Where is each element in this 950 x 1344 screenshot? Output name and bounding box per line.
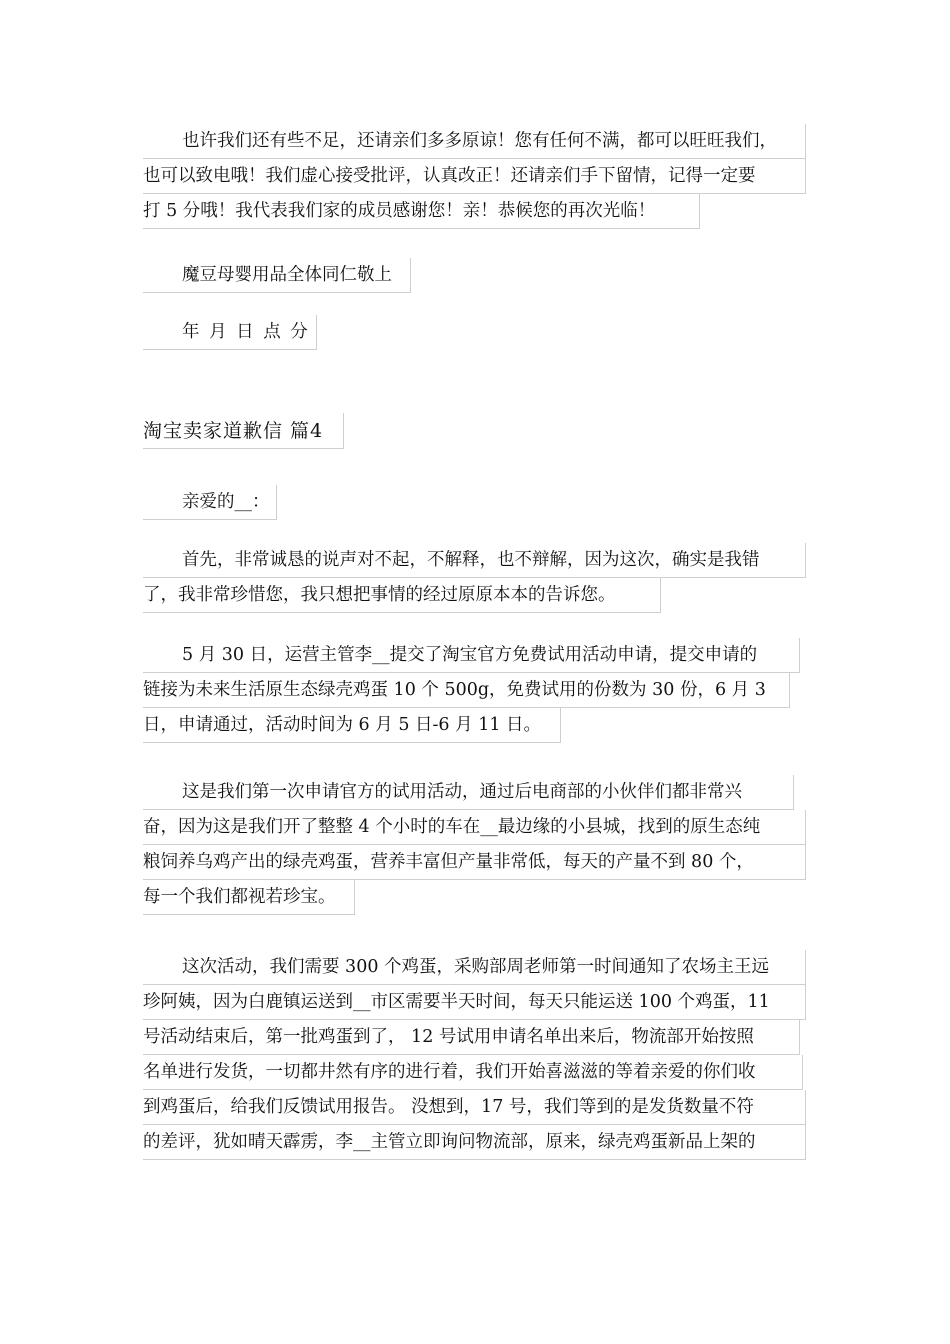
paragraph-event-timeline — [143, 638, 823, 743]
paragraph-product-story — [143, 775, 823, 915]
text-line: 也可以致电哦！我们虚心接受批评，认真改正！还请亲们手下留情，记得一定要 — [143, 159, 806, 194]
text-line: 打 5 分哦！我代表我们家的成员感谢您！亲！恭候您的再次光临！ — [143, 194, 700, 229]
date-line: 年 月 日 点 分 — [143, 315, 317, 350]
greeting-block — [143, 485, 823, 520]
text-line: 首先，非常诚恳的说声对不起，不解释，也不辩解，因为这次，确实是我错 — [143, 543, 806, 578]
text-line: 日，申请通过，活动时间为 6 月 5 日-6 月 11 日。 — [143, 708, 561, 743]
text-line: 每一个我们都视若珍宝。 — [143, 880, 355, 915]
text-line: 奋，因为这是我们开了整整 4 个小时的车在__最边缘的小县城，找到的原生态纯 — [143, 810, 806, 845]
text-line: 了，我非常珍惜您，我只想把事情的经过原原本本的告诉您。 — [143, 578, 661, 613]
text-line: 也许我们还有些不足，还请亲们多多原谅！您有任何不满，都可以旺旺我们， — [143, 124, 806, 159]
text-line: 粮饲养乌鸡产出的绿壳鸡蛋，营养丰富但产量非常低，每天的产量不到 80 个， — [143, 845, 806, 880]
text-line: 珍阿姨，因为白鹿镇运送到__市区需要半天时间，每天只能运送 100 个鸡蛋，11 — [143, 985, 806, 1020]
section-heading: 淘宝卖家道歉信 篇4 — [143, 413, 344, 449]
paragraph-apology — [143, 543, 823, 613]
date-block — [143, 315, 823, 350]
text-line: 到鸡蛋后，给我们反馈试用报告。 没想到，17 号，我们等到的是发货数量不符 — [143, 1090, 806, 1125]
signature-line: 魔豆母婴用品全体同仁敬上 — [143, 258, 411, 293]
text-line: 名单进行发货，一切都井然有序的进行着，我们开始喜滋滋的等着亲爱的你们收 — [143, 1055, 803, 1090]
paragraph-closing-apology — [143, 124, 823, 229]
text-line: 5 月 30 日，运营主管李__提交了淘宝官方免费试用活动申请，提交申请的 — [143, 638, 800, 673]
text-line: 这是我们第一次申请官方的试用活动，通过后电商部的小伙伴们都非常兴 — [143, 775, 794, 810]
text-line: 号活动结束后，第一批鸡蛋到了， 12 号试用申请名单出来后，物流部开始按照 — [143, 1020, 800, 1055]
text-line: 这次活动，我们需要 300 个鸡蛋，采购部周老师第一时间通知了农场主王远 — [143, 950, 806, 985]
greeting-line: 亲爱的__： — [143, 485, 277, 520]
text-line: 链接为未来生活原生态绿壳鸡蛋 10 个 500g，免费试用的份数为 30 份，6 月 3 — [143, 673, 790, 708]
signature-block — [143, 258, 823, 293]
text-line: 的差评，犹如晴天霹雳，李__主管立即询问物流部，原来，绿壳鸡蛋新品上架的 — [143, 1125, 806, 1160]
paragraph-activity-details — [143, 950, 823, 1160]
